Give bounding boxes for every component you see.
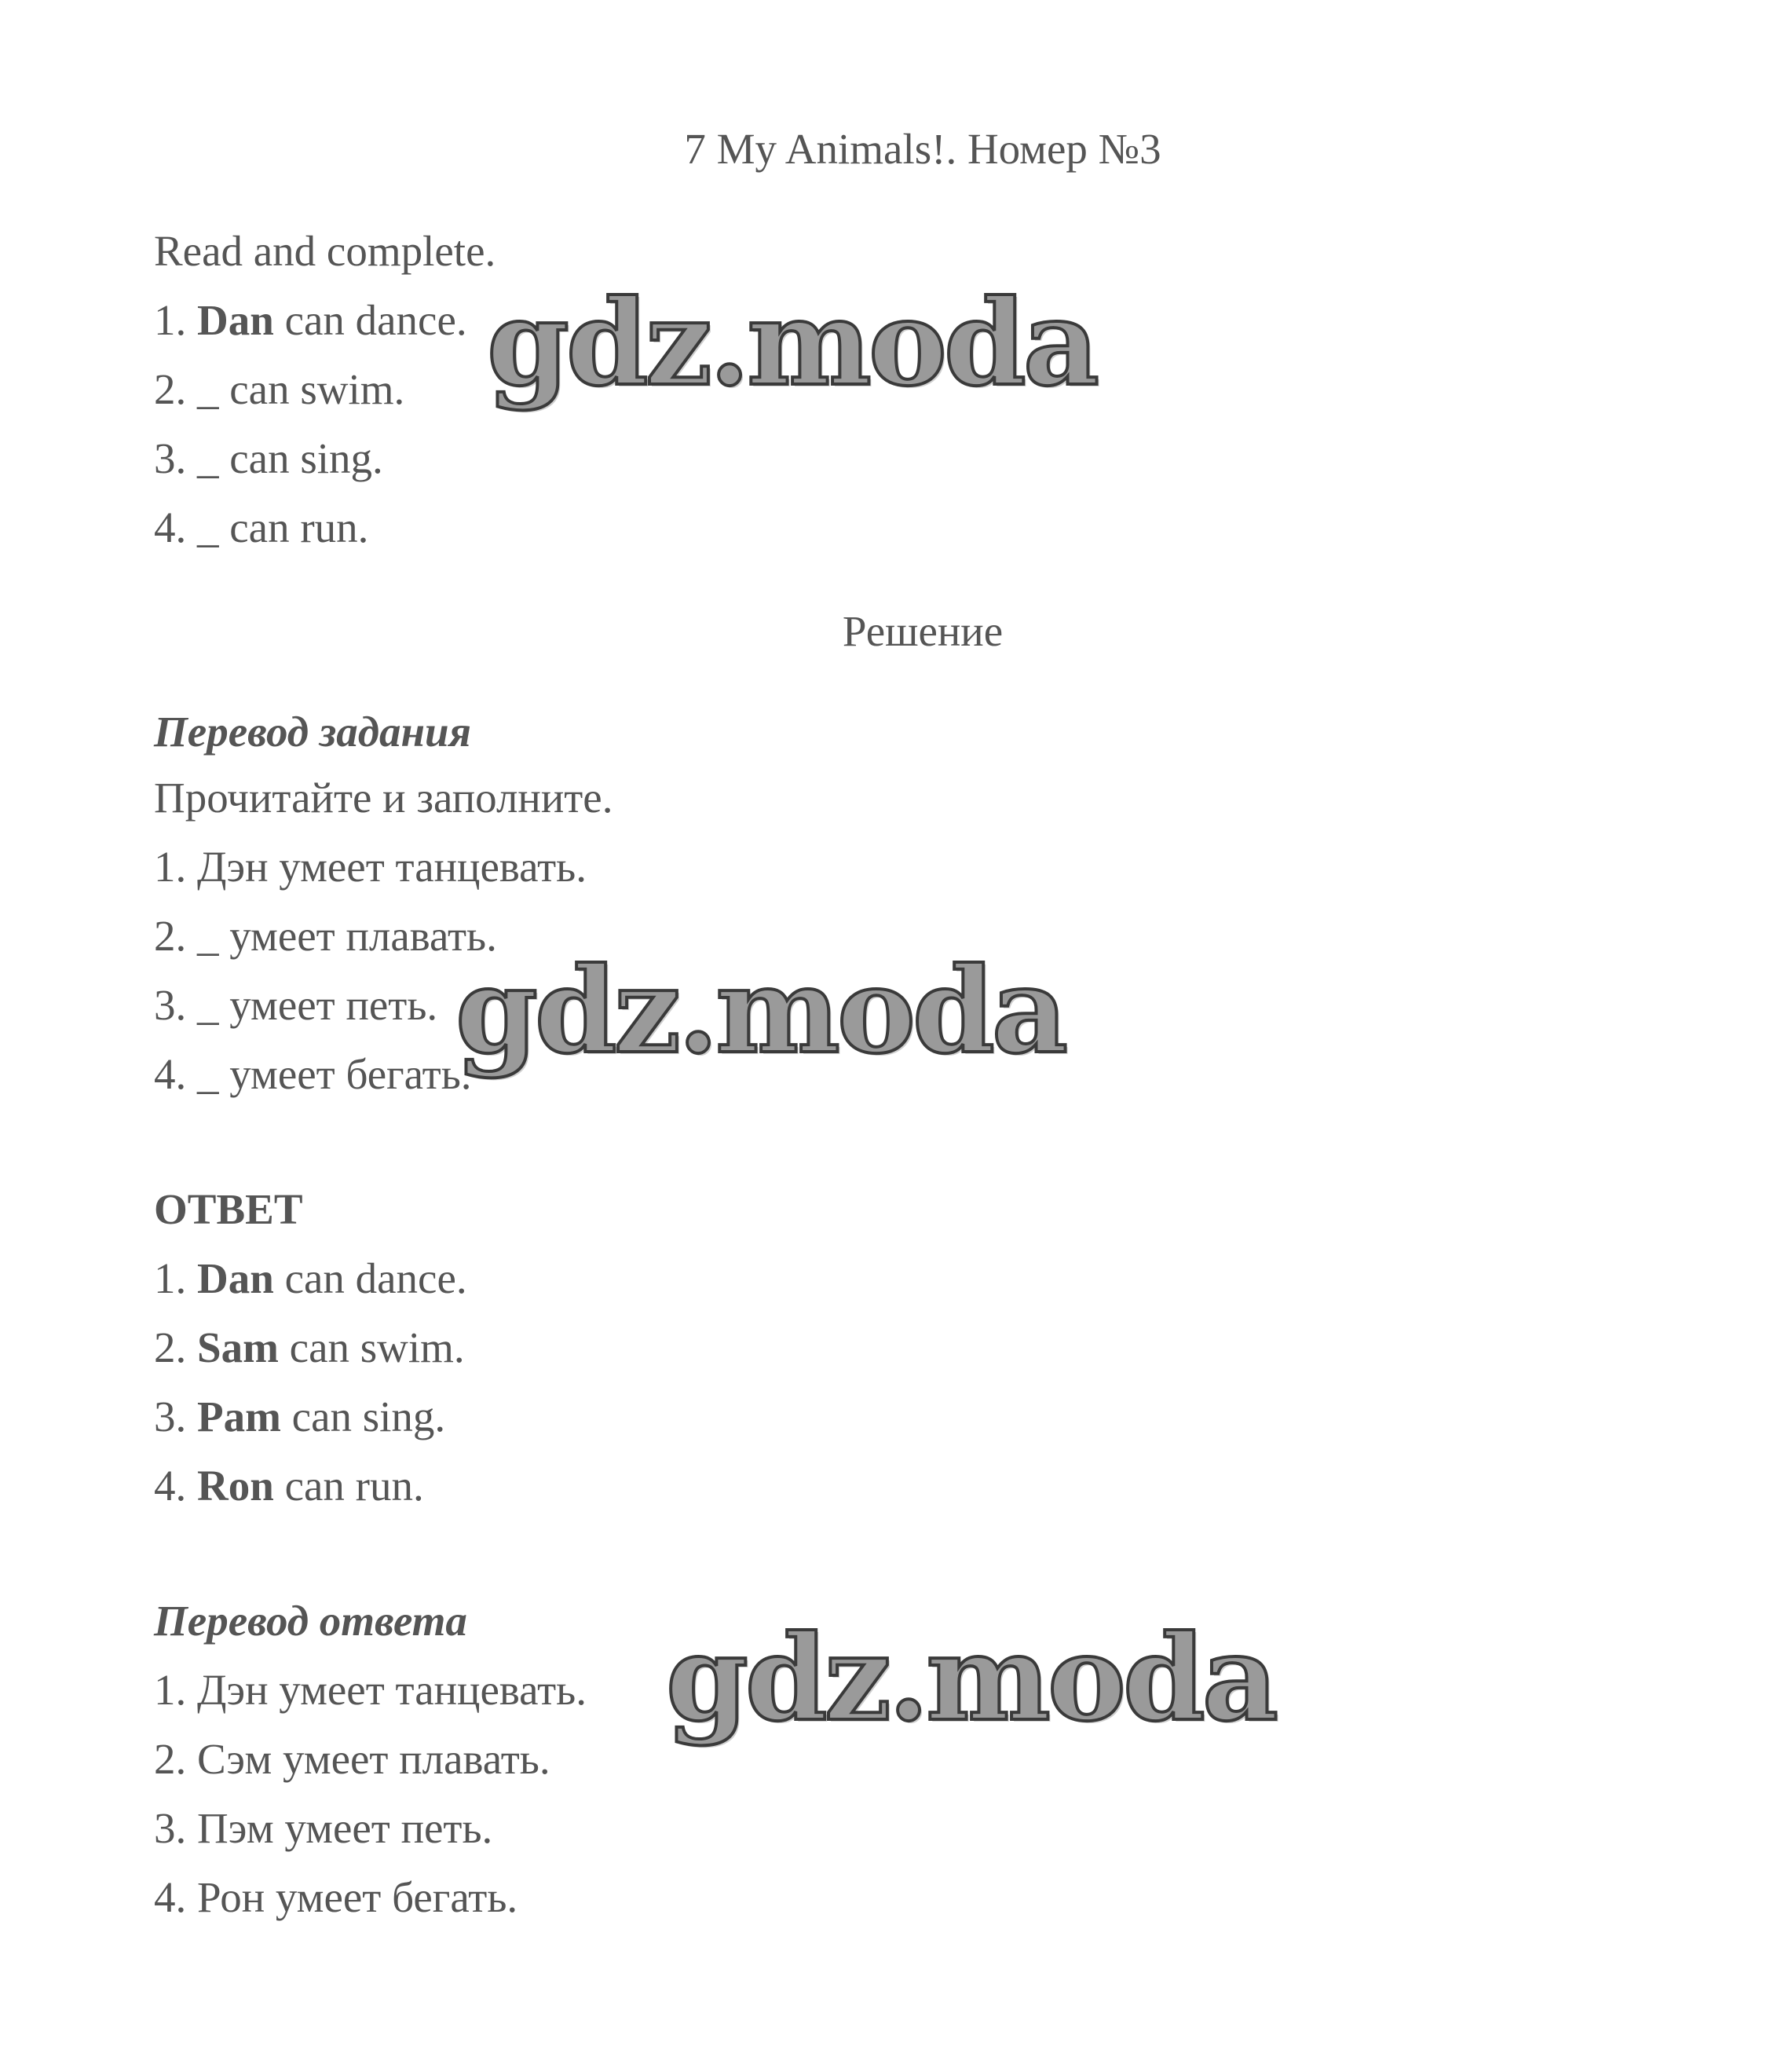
- task-translation-item-3: 3. _ умеет петь.: [154, 981, 438, 1029]
- answer-item-2: 2. Sam can swim.: [154, 1323, 465, 1371]
- page-title: 7 My Animals!. Номер №3: [684, 125, 1161, 173]
- solution-heading: Решение: [842, 607, 1004, 655]
- task-item-3: 3. _ can sing.: [154, 434, 383, 482]
- answer-heading: ОТВЕТ: [154, 1185, 303, 1233]
- task-instruction: Read and complete.: [154, 227, 496, 275]
- answer-translation-item-3: 3. Пэм умеет петь.: [154, 1804, 493, 1852]
- answer-item-1: 1. Dan can dance.: [154, 1254, 467, 1302]
- watermark: gdz.moda: [455, 942, 1066, 1080]
- watermark: gdz.moda: [666, 1609, 1276, 1748]
- task-item-4: 4. _ can run.: [154, 503, 369, 551]
- answer-translation-item-1: 1. Дэн умеет танцевать.: [154, 1666, 587, 1714]
- task-translation-instruction: Прочитайте и заполните.: [154, 774, 613, 822]
- answer-item-3: 3. Pam can sing.: [154, 1393, 446, 1440]
- answer-item-4: 4. Ron can run.: [154, 1462, 424, 1510]
- task-translation-heading: Перевод задания: [154, 708, 471, 756]
- task-item-1: 1. Dan can dance.: [154, 296, 467, 344]
- answer-translation-heading: Перевод ответа: [154, 1597, 467, 1645]
- answer-translation-item-4: 4. Рон умеет бегать.: [154, 1873, 518, 1921]
- task-translation-item-4: 4. _ умеет бегать.: [154, 1050, 472, 1098]
- answer-translation-item-2: 2. Сэм умеет плавать.: [154, 1735, 550, 1783]
- task-translation-item-1: 1. Дэн умеет танцевать.: [154, 843, 587, 891]
- watermark: gdz.moda: [487, 274, 1097, 412]
- task-item-2: 2. _ can swim.: [154, 365, 405, 413]
- task-translation-item-2: 2. _ умеет плавать.: [154, 912, 497, 960]
